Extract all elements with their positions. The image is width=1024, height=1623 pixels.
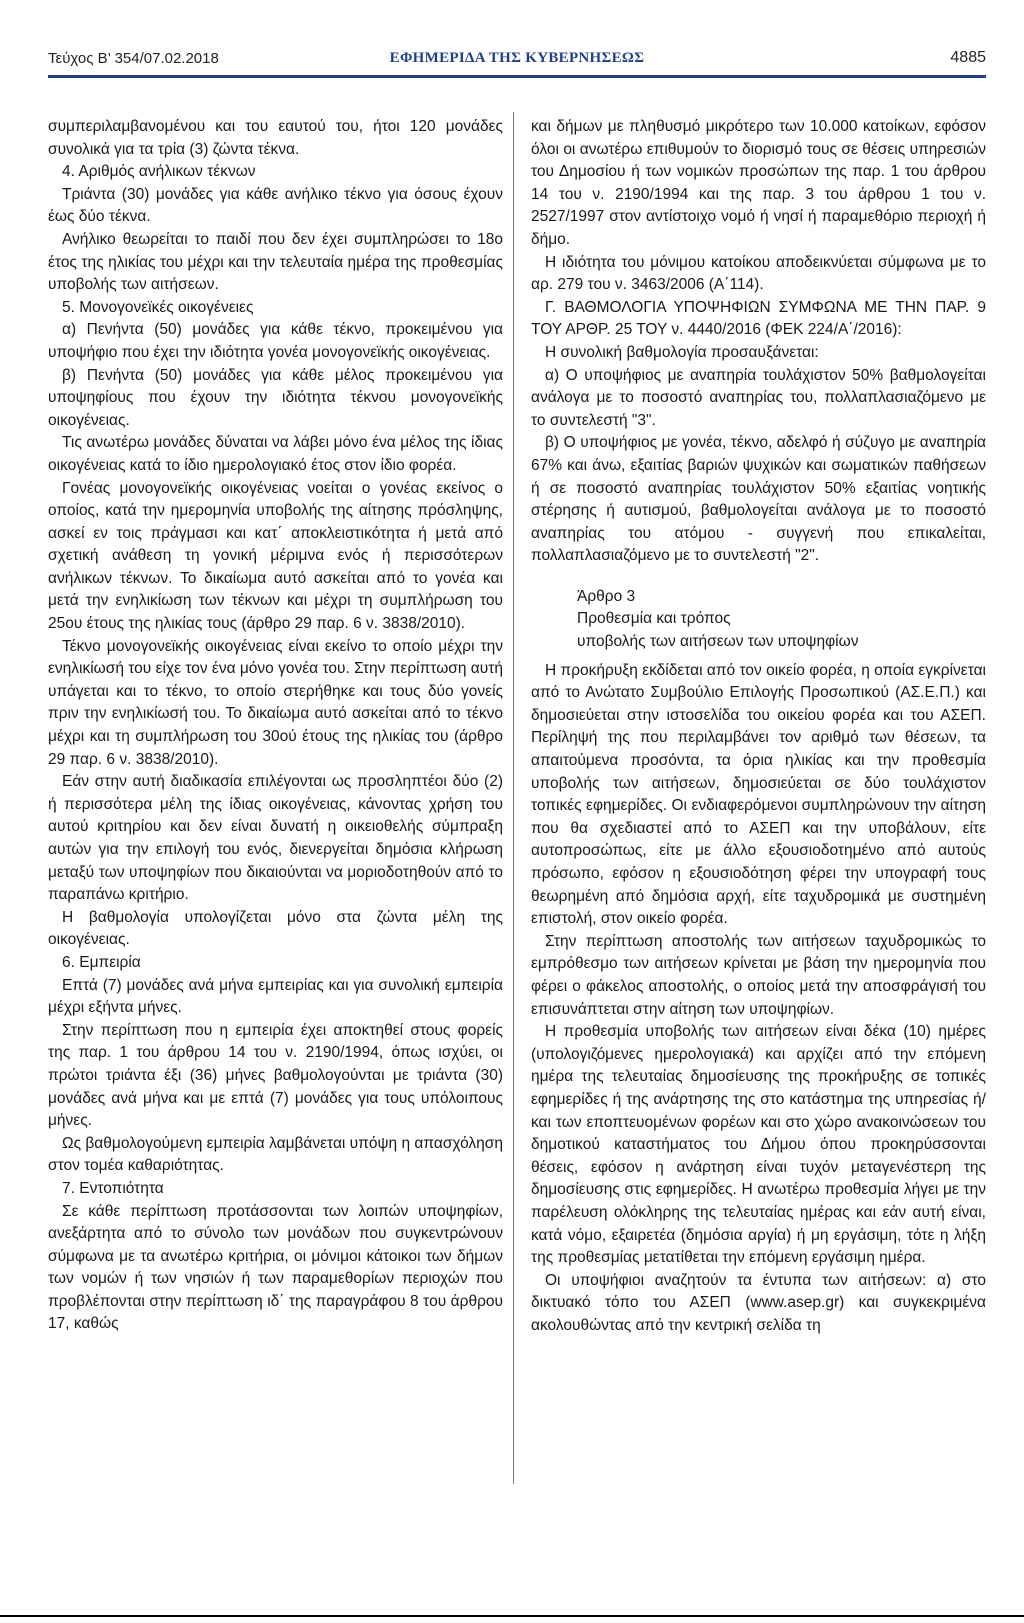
paragraph: Ως βαθμολογούμενη εμπειρία λαμβάνεται υπόψη η απασχόληση στον τομέα καθαριότητας. xyxy=(48,1134,503,1175)
page-header xyxy=(48,44,986,74)
paragraph: Σε κάθε περίπτωση προτάσσονται των λοιπών υποψηφίων, ανεξάρτητα από το σύνολο των μονάδων που συγκεντρώνουν σύμφωνα με τα ανωτέρω κριτήρια, οι μόνιμοι κάτοικοι των δήμων των νομών ή των νησιών ή των παραμεθορίων περιοχών που προβλέπονται στην περίπτωση ιδ΄ της παραγράφου 8 του άρθρου 17, καθώς xyxy=(48,1202,503,1333)
header-rule xyxy=(48,75,986,78)
article-heading xyxy=(577,586,986,654)
paragraph: Τριάντα (30) μονάδες για κάθε ανήλικο τέκνο για όσους έχουν έως δύο τέκνα. xyxy=(48,185,503,226)
paragraph: Επτά (7) μονάδες ανά μήνα εμπειρίας και για συνολική εμπειρία μέχρι εξήντα μήνες. xyxy=(48,976,503,1017)
paragraph: β) Ο υποψήφιος με γονέα, τέκνο, αδελφό ή σύζυγο με αναπηρία 67% και άνω, εξαιτίας βαριών ψυχικών και σωματικών παθήσεων ή σε ποσοστό αναπηρίας τουλάχιστον 50% εξαιτίας νοητικής στέρησης ή αυτισμού, βαθμολογείται ανάλογα με το ποσοστό αναπηρίας του ατόμου - συγγενή που επικαλείται, πολλαπλασιαζόμενο με το συντελεστή "2". xyxy=(531,434,986,565)
paragraph: Γονέας μονογονεϊκής οικογένειας νοείται ο γονέας εκείνος ο οποίος, κατά την ημερομηνία υποβολής της αίτησης πρόσληψης, ασκεί εν τοις πράγμασι και κατ΄ αποκλειστικότητα ή μετά από σχετική ανάθεση τη γονική μέριμνα ενός ή περισσότερων ανήλικων τέκνων. Το δικαίωμα αυτό ασκείται από το γονέα και μετά την ενηλικίωση των τέκνων και μέχρι τη συμπλήρωση του 25ου έτους της ηλικίας τους (άρθρο 29 παρ. 6 ν. 3838/2010). xyxy=(48,479,503,633)
paragraph: Στην περίπτωση που η εμπειρία έχει αποκτηθεί στους φορείς της παρ. 1 του άρθρου 14 του ν. 2190/1994, όπως ισχύει, οι πρώτοι τριάντα έξι (36) μήνες βαθμολογούνται με τριάντα (30) μονάδες ανά μήνα και με επτά (7) μονάδες για τους υπόλοιπους μήνες. xyxy=(48,1021,503,1130)
paragraph: Ανήλικο θεωρείται το παιδί που δεν έχει συμπληρώσει το 18ο έτος της ηλικίας του μέχρι και την τελευταία ημέρα της προθεσμίας υποβολής των αιτήσεων. xyxy=(48,230,503,294)
paragraph: Η βαθμολογία υπολογίζεται μόνο στα ζώντα μέλη της οικογένειας. xyxy=(48,908,503,949)
paragraph: Η προκήρυξη εκδίδεται από τον οικείο φορέα, η οποία εγκρίνεται από το Ανώτατο Συμβούλιο Επιλογής Προσωπικού (ΑΣ.Ε.Π.) και δημοσιεύεται στην ιστοσελίδα του οικείου φορέα και του ΑΣΕΠ. Περίληψή της που περιλαμβάνει τον αριθμό των θέσεων, τα απαιτούμενα προσόντα, τα όρια ηλικίας και την προθεσμία υποβολής των αιτήσεων, δημοσιεύεται σε δύο τουλάχιστον τοπικές εφημερίδες. Οι ενδιαφερόμενοι συμπληρώνουν την αίτηση που θα σχεδιαστεί από το ΑΣΕΠ και την υποβάλουν, είτε αυτοπροσώπως, είτε με άλλο εξουσιοδοτημένο από αυτούς πρόσωπο, εφόσον η εξουσιοδότηση φέρει την υπογραφή τους θεωρημένη από δημόσια αρχή, είτε ταχυδρομικά με συστημένη επιστολή, στον οικείο φορέα. xyxy=(531,661,986,928)
paragraph: α) Πενήντα (50) μονάδες για κάθε τέκνο, προκειμένου για υποψήφιο που έχει την ιδιότητα γονέα μονογονεϊκής οικογένειας. xyxy=(48,321,503,361)
section-heading-experience: 6. Εμπειρία xyxy=(62,953,141,971)
section-heading-single-parent: 5. Μονογονεϊκές οικογένειες xyxy=(62,298,254,316)
paragraph: συμπεριλαμβανομένου και του εαυτού του, ήτοι 120 μονάδες συνολικά για τα τρία (3) ζώντα τέκνα. xyxy=(48,118,503,158)
section-heading-minor-children: 4. Αριθμός ανήλικων τέκνων xyxy=(62,163,256,181)
paragraph: και δήμων με πληθυσμό μικρότερο των 10.000 κατοίκων, εφόσον όλοι οι ανωτέρω επιθυμούν το διορισμό τους σε θέσεις υπηρεσιών του Δημοσίου ή των νομικών προσώπων της παρ. 1 του άρθρου 14 του ν. 2190/1994 και της παρ. 3 του άρθρου 1 του ν. 2527/1997 στον αντίστοιχο νομό ή νησί ή παραμεθόριο περιοχή ή δήμο. xyxy=(531,118,986,248)
left-column xyxy=(48,116,503,1336)
gazette-title: ΕΦΗΜΕΡΙΔΑ ΤΗΣ ΚΥΒΕΡΝΗΣΕΩΣ xyxy=(389,50,645,66)
page-number: 4885 xyxy=(950,49,986,66)
paragraph: α) Ο υποψήφιος με αναπηρία τουλάχιστον 50% βαθμολογείται ανάλογα με το ποσοστό αναπηρίας του, πολλαπλασιαζόμενο με το συντελεστή "3". xyxy=(531,366,986,429)
column-divider xyxy=(513,112,514,1484)
paragraph: Η ιδιότητα του μόνιμου κατοίκου αποδεικνύεται σύμφωνα με το αρ. 279 του ν. 3463/2006 (Α΄114). xyxy=(531,253,986,294)
paragraph: Τις ανωτέρω μονάδες δύναται να λάβει μόνο ένα μέλος της ίδιας οικογένειας κατά το ίδιο ημερολογιακό έτος στον ίδιο φορέα. xyxy=(48,434,503,474)
right-column xyxy=(531,116,986,1337)
paragraph: Στην περίπτωση αποστολής των αιτήσεων ταχυδρομικώς το εμπρόθεσμο των αιτήσεων κρίνεται με βάση την ημερομηνία που φέρει ο φάκελος αποστολής, ο οποίος μετά την αποσφράγισή του επισυνάπτεται στην αίτηση των υποψηφίων. xyxy=(531,932,986,1018)
article-number: Άρθρο 3 xyxy=(577,587,636,605)
section-heading-locality: 7. Εντοπιότητα xyxy=(62,1179,164,1197)
bottom-rule xyxy=(0,1615,1024,1617)
article-title-line2: υποβολής των αιτήσεων των υποψηφίων xyxy=(577,633,859,651)
section-heading-disability: Γ. ΒΑΘΜΟΛΟΓΙΑ ΥΠΟΨΗΦΙΩΝ ΣΥΜΦΩΝΑ ΜΕ ΤΗΝ ΠΑΡ. 9 ΤΟΥ ΑΡΘΡ. 25 ΤΟΥ ν. 4440/2016 (ΦΕΚ 224/Α΄/2016): xyxy=(531,298,986,339)
paragraph: Τέκνο μονογονεϊκής οικογένειας είναι εκείνο το οποίο μέχρι την ενηλικίωσή του είχε τον ένα μόνο γονέα του. Στην περίπτωση αυτή υπάγεται και το τέκνο, το οποίο στερήθηκε και τους δύο γονείς πριν την ενηλικίωσή του. Το δικαίωμα αυτό ασκείται από το τέκνο μέχρι και τη συμπλήρωση του 30ού έτους της ηλικίας του (άρθρο 29 παρ. 6 ν. 3838/2010). xyxy=(48,637,503,768)
paragraph: Οι υποψήφιοι αναζητούν τα έντυπα των αιτήσεων: α) στο δικτυακό τόπο του ΑΣΕΠ (www.asep.gr) και συγκεκριμένα ακολουθώντας από την κεντρική σελίδα τη xyxy=(531,1271,986,1334)
paragraph: Εάν στην αυτή διαδικασία επιλέγονται ως προσληπτέοι δύο (2) ή περισσότερα μέλη της ίδιας οικογένειας, κάνοντας χρήση του αυτού κριτηρίου και δεν είναι δυνατή η οικειοθελής σύμπραξη αυτών για την επιλογή του ενός, διενεργείται δημόσια κλήρωση μεταξύ των υποψηφίων που δικαιούνται να μοριοδοτηθούν από το παραπάνω κριτήριο. xyxy=(48,773,503,904)
paragraph: β) Πενήντα (50) μονάδες για κάθε μέλος προκειμένου για υποψηφίους που έχουν την ιδιότητα τέκνου μονογονεϊκής οικογένειας. xyxy=(48,366,503,429)
paragraph: Η προθεσμία υποβολής των αιτήσεων είναι δέκα (10) ημέρες (υπολογιζόμενες ημερολογιακά) και αρχίζει από την επόμενη ημέρα της τελευταίας δημοσίευσης της προκήρυξης σε τοπικές εφημερίδες ή της ανάρτησης της στο κατάστημα της υπηρεσίας ή/και των εποπτευομένων φορέων και στο χώρο ανακοινώσεων του δημοτικού καταστήματος του Δήμου όπου προκηρύσσονται θέσεις, εφόσον η ανάρτηση είναι τυχόν μεταγενέστερη της δημοσίευσης στις εφημερίδες. Η ανωτέρω προθεσμία λήγει με την παρέλευση ολόκληρης της τελευταίας ημέρας και εάν αυτή είναι, κατά νόμο, εξαιρετέα (δημόσια αργία) ή μη εργάσιμη, τότε η λήξη της προθεσμίας μετατίθεται την επόμενη εργάσιμη ημέρα. xyxy=(531,1023,986,1267)
article-title-line1: Προθεσμία και τρόπος xyxy=(577,610,731,628)
issue-reference: Τεύχος Β’ 354/07.02.2018 xyxy=(48,50,219,67)
paragraph: Η συνολική βαθμολογία προσαυξάνεται: xyxy=(545,343,819,361)
